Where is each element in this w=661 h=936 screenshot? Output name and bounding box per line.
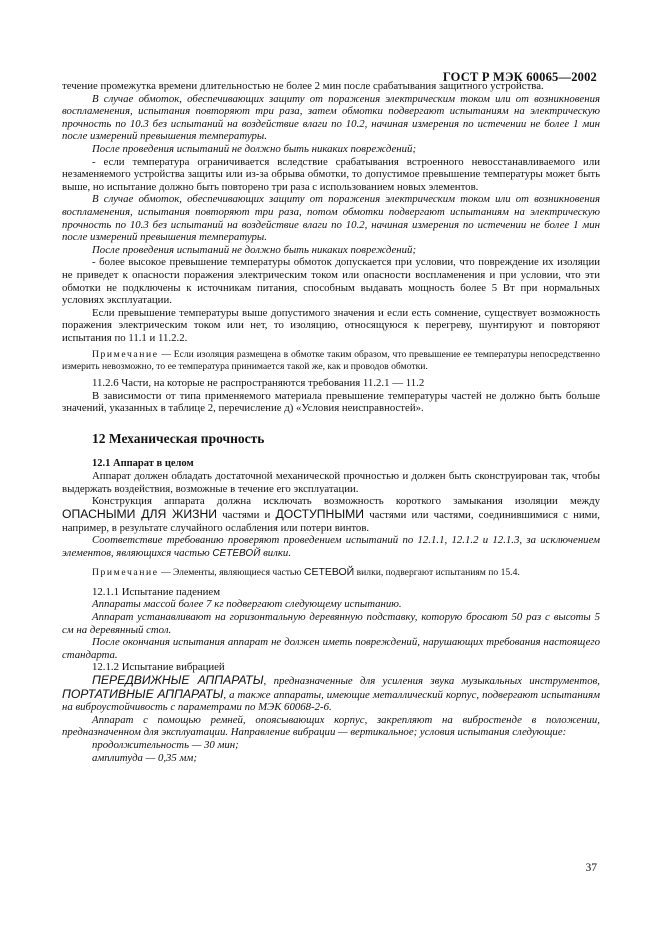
text-run: Конструкция аппарата должна исключать возможность короткого замыкания изоляции между xyxy=(92,495,600,508)
subsection-heading: 12.1.2 Испытание вибрацией xyxy=(92,661,225,674)
note-text: вилки, подвергают испытаниям по 15.4. xyxy=(354,567,520,579)
paragraph: Аппарат должен обладать достаточной механической прочностью и должен быть сконструирован так, чтобы выдержать воздействия, возможные в течение его эксплуатации. xyxy=(62,470,600,495)
paragraph: - если температура ограничивается вследствие срабатывания встроенного невосстанавливаемого или незаменяемого устройства защиты или из-за обрыва обмотки, то допустимое превышение температуры может быть выше, но испытание должно быть повторено три раза с использованием новых элементов. xyxy=(62,155,600,193)
note-label: Примечание xyxy=(92,349,159,361)
term: ОПАСНЫМИ ДЛЯ ЖИЗНИ xyxy=(62,507,218,522)
paragraph: Если превышение температуры выше допустимого значения и если есть сомнение, существует возможность поражения электрическим током или нет, то изоляцию, относящуюся к перегреву, шунтируют и повторяют испытания по 11.1 и 11.2.2. xyxy=(62,306,600,344)
note-text: — Элементы, являющиеся частью xyxy=(158,567,304,579)
paragraph: После проведения испытаний не должно быть никаких повреждений; xyxy=(92,142,417,155)
paragraph: Аппарат устанавливают на горизонтальную деревянную подставку, которую бросают 50 раз с высоты 5 см на деревянный стол. xyxy=(62,611,600,636)
paragraph xyxy=(62,674,600,714)
paragraph: После проведения испытаний не должно быть никаких повреждений; xyxy=(92,243,417,256)
paragraph: В случае обмоток, обеспечивающих защиту от поражения электрическим током или от возникновения воспламенения, испытания повторяют три раза, потом обмотки подвергают испытаниям на электрическую прочность по 10.3 без испытаний на воздействие влаги по 10.2, начиная измерения по истечении не более 1 мин после измерений превышения температуры. xyxy=(62,193,600,244)
subsection-title: 12.1 Аппарат в целом xyxy=(92,457,194,469)
term: ДОСТУПНЫМИ xyxy=(275,507,365,522)
note-label: Примечание xyxy=(92,567,159,579)
subsection-heading: 11.2.6 Части, на которые не распространяются требования 11.2.1 — 11.2 xyxy=(92,377,425,390)
text-run: , предназначенные для усиления звука музыкальных инструментов, xyxy=(263,674,600,687)
paragraph: В случае обмоток, обеспечивающих защиту от поражения электрическим током или от возникновения воспламенения, испытания повторяют три раза, затем обмотки подвергают испытаниям на электрическую прочность по 10.3 без испытаний на воздействие влаги по 10.2, начиная измерения по истечении не более 1 мин после измерений превышения температуры. xyxy=(62,92,600,143)
paragraph: Аппараты массой более 7 кг подвергают следующему испытанию. xyxy=(92,598,402,611)
paragraph xyxy=(62,495,600,534)
paragraph: - более высокое превышение температуры обмоток допускается при условии, что повреждение их изоляции не приведет к опасности поражения электрическим током или опасности воспламенения и при условии, что эти обмотки не подключены к источникам питания, способным выдавать мощность более 5 Вт при нормальных условиях эксплуатации. xyxy=(62,256,600,307)
paragraph: После окончания испытания аппарат не должен иметь повреждений, нарушающих требования настоящего стандарта. xyxy=(62,636,600,661)
note-text: — Если изоляция размещена в обмотке таким образом, что превышение ее температуры непосредственно измерить невозможно, то ее температура принимается такой же, как и проводов обмотки. xyxy=(62,349,600,372)
text-run: частями и xyxy=(217,509,276,522)
text-run: , а также аппараты, имеющие металлический корпус, подвергают испытаниям на виброустойчивость с параметрами по МЭК 60068-2-6. xyxy=(62,688,600,714)
note xyxy=(62,567,600,578)
document-header: ГОСТ Р МЭК 60065—2002 xyxy=(442,70,597,84)
paragraph: В зависимости от типа применяемого материала превышение температуры частей не должно быть больше значений, указанных в таблице 2, перечисление д) «Условия неисправностей». xyxy=(62,389,600,415)
section-title: 12 Механическая прочность xyxy=(92,431,265,447)
page-number: 37 xyxy=(585,862,597,874)
list-item: амплитуда — 0,35 мм; xyxy=(92,751,197,764)
text-run: частями или частями, соединившимися с ними, например, в результате случайного ослабления или потери винтов. xyxy=(62,509,600,534)
list-item: продолжительность — 30 мин; xyxy=(92,738,239,751)
paragraph: течение промежутка времени длительностью не более 2 мин после срабатывания защитного устройства. xyxy=(62,80,544,92)
term: СЕТЕВОЙ xyxy=(303,566,355,579)
paragraph: Аппарат с помощью ремней, опоясывающих корпус, закрепляют на вибростенде в положении, предназначенном для эксплуатации. Направление вибрации — вертикальное; условия испытания следующие: xyxy=(62,713,600,739)
text-run: вилки. xyxy=(260,546,292,559)
subsection-heading: 12.1.1 Испытание падением xyxy=(92,585,221,598)
note xyxy=(62,349,600,372)
term: ПЕРЕДВИЖНЫЕ АППАРАТЫ xyxy=(92,672,264,687)
term: ПОРТАТИВНЫЕ АППАРАТЫ xyxy=(62,686,224,701)
text-run: Соответствие требованию проверяют проведением испытаний по 12.1.1, 12.1.2 и 12.1.3, за исключением элементов, являющихся частью xyxy=(62,534,600,559)
term: СЕТЕВОЙ xyxy=(212,547,261,559)
document-body xyxy=(62,80,600,764)
paragraph xyxy=(62,534,600,560)
